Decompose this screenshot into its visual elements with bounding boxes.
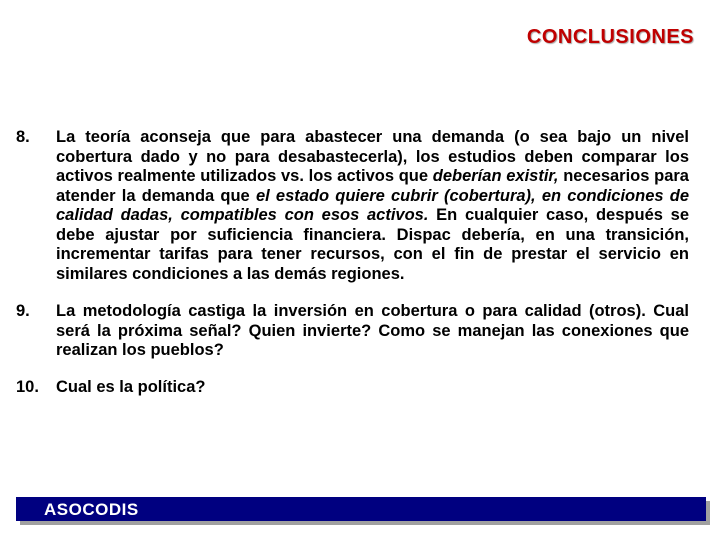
item-text: [56, 128, 689, 284]
item-number: 9.: [16, 302, 30, 320]
item-text-italic: deberían existir,: [432, 167, 559, 185]
item-text: Cual es la política?: [56, 377, 206, 396]
conclusions-list: [16, 128, 689, 397]
list-item: [16, 128, 689, 284]
list-item: [16, 378, 689, 398]
item-text: La metodología castiga la inversión en cobertura o para calidad (otros). Cual será la próxima señal? Quien invierte? Como se manejan las conexiones que realizan los pueblos?: [56, 302, 689, 359]
item-text-italic: el estado quiere cubrir (cobertura), en condiciones de calidad dadas, compatibles con esos activos.: [56, 186, 689, 224]
item-text-part: La teoría aconseja que para abastecer una demanda (o sea bajo un nivel cobertura dado y no para desabastecerla), los estudios deben comparar los activos realmente utilizados vs. los activos que: [56, 128, 689, 185]
footer-label: ASOCODIS: [44, 500, 139, 519]
list-item: [16, 302, 689, 361]
item-number: 10.: [16, 377, 39, 396]
footer-bar: [16, 497, 706, 521]
item-text-part: En cualquier caso, después se debe ajustar por suficiencia financiera. Dispac debería, en una transición, incrementar tarifas para tener recursos, con el fin de prestar el servicio en similares condiciones a las demás regiones.: [56, 206, 689, 283]
page-title: CONCLUSIONES: [526, 26, 694, 48]
item-text-part: necesarios para atender la demanda que: [56, 167, 689, 205]
item-number: 8.: [16, 128, 30, 146]
